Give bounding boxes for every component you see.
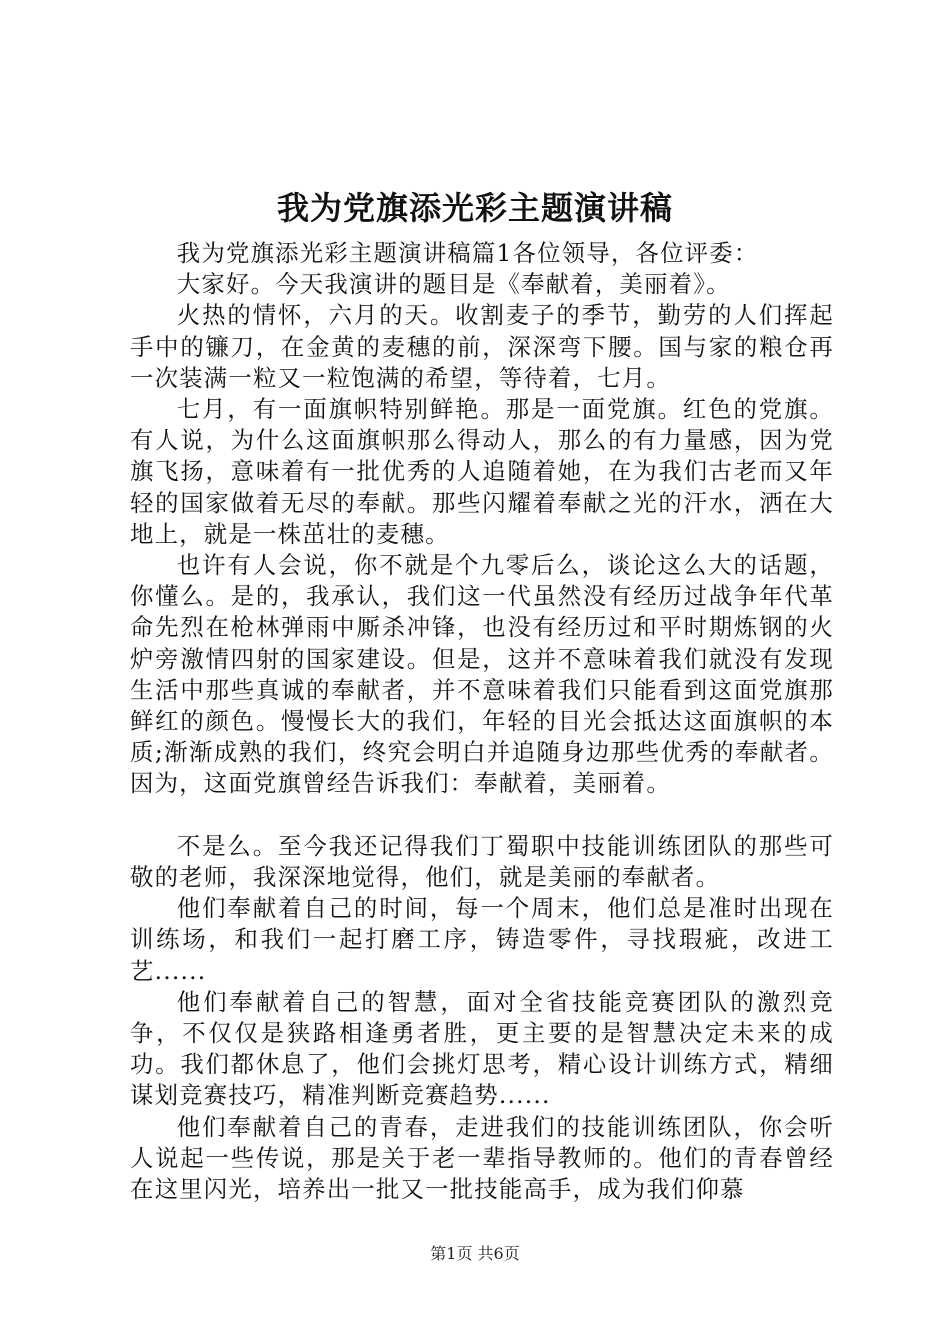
paragraph-teachers: 不是么。至今我还记得我们丁蜀职中技能训练团队的那些可敬的老师，我深深地觉得，他们，就是美丽的奉献者。 [130,831,834,892]
document-body [130,238,834,1205]
page-number-footer: 第1页 共6页 [430,1244,520,1263]
paragraph-topic: 大家好。今天我演讲的题目是《奉献着，美丽着》。 [176,270,731,299]
paragraph-july-flag: 七月，有一面旗帜特别鲜艳。那是一面党旗。红色的党旗。有人说，为什么这面旗帜那么得动人，那么的有力量感，因为党旗飞扬，意味着有一批优秀的人追随着她，在为我们古老而又年轻的国家做着无尽的奉献。那些闪耀着奉献之光的汗水，洒在大地上，就是一株茁壮的麦穗。 [130,395,834,548]
paragraph-generation: 也许有人会说，你不就是个九零后么，谈论这么大的话题，你懂么。是的，我承认，我们这一代虽然没有经历过战争年代革命先烈在枪林弹雨中厮杀冲锋，也没有经历过和平时期炼钢的火炉旁激情四射的国家建设。但是，这并不意味着我们就没有发现生活中那些真诚的奉献者，并不意味着我们只能看到这面党旗那鲜红的颜色。慢慢长大的我们，年轻的目光会抵达这面旗帜的本质;渐渐成熟的我们，终究会明白并追随身边那些优秀的奉献者。因为，这面党旗曾经告诉我们：奉献着，美丽着。 [130,551,834,798]
document-title: 我为党旗添光彩主题演讲稿 [276,189,673,227]
paragraph-june: 火热的情怀，六月的天。收割麦子的季节，勤劳的人们挥起手中的镰刀，在金黄的麦穗的前，深深弯下腰。国与家的粮仓再一次装满一粒又一粒饱满的希望，等待着，七月。 [130,301,834,392]
paragraph-time: 他们奉献着自己的时间，每一个周末，他们总是准时出现在训练场，和我们一起打磨工序，铸造零件，寻找瑕疵，改进工艺...... [130,894,834,985]
paragraph-wisdom: 他们奉献着自己的智慧，面对全省技能竞赛团队的激烈竞争，不仅仅是狭路相逢勇者胜，更主要的是智慧决定未来的成功。我们都休息了，他们会挑灯思考，精心设计训练方式，精细谋划竞赛技巧，精准判断竞赛趋势...... [130,987,834,1110]
paragraph-greeting: 我为党旗添光彩主题演讲稿篇1各位领导，各位评委： [176,239,759,267]
paragraph-youth: 他们奉献着自己的青春，走进我们的技能训练团队，你会听人说起一些传说，那是关于老一辈指导教师的。他们的青春曾经在这里闪光，培养出一批又一批技能高手，成为我们仰慕 [130,1112,834,1204]
